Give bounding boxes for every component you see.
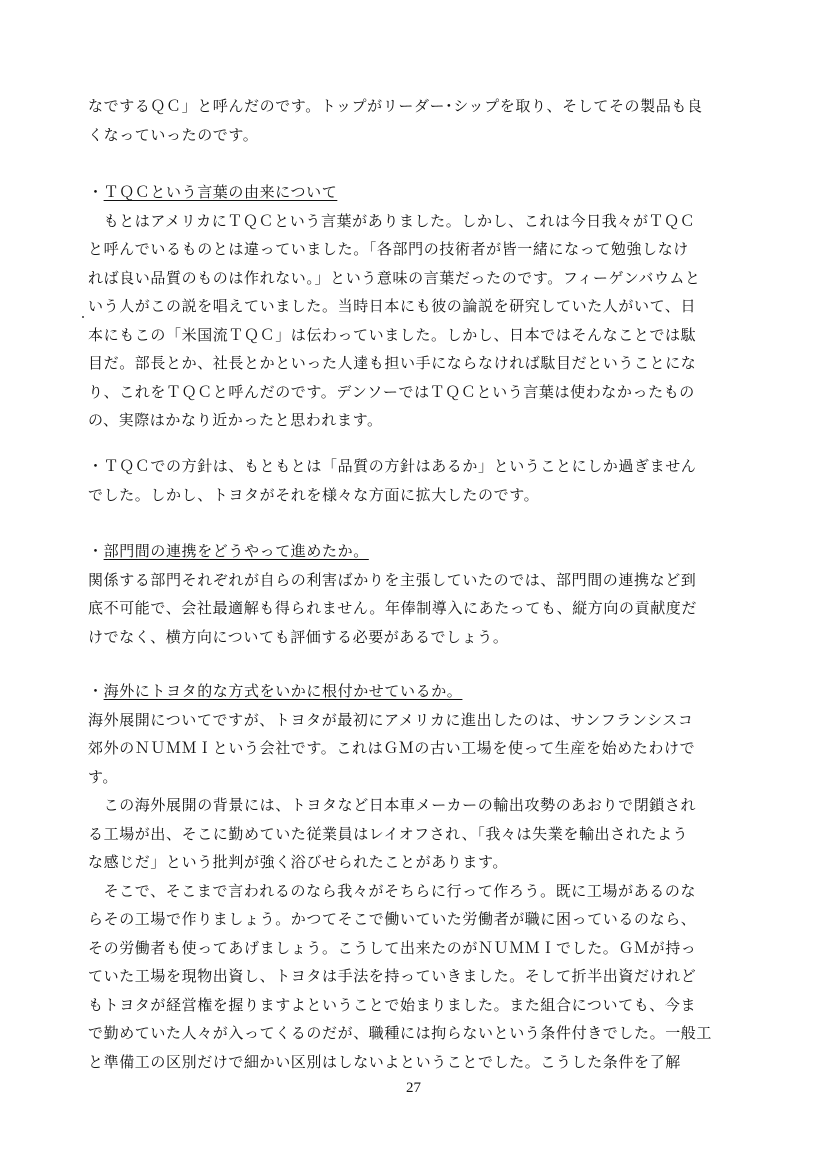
- intro-line: なでするＱＣ」と呼んだのです。トップがリーダー･シップを取り、そしてその製品も良: [88, 97, 703, 115]
- body-line: で勤めていた人々が入ってくるのだが、職種には拘らないという条件付きでした。一般工: [88, 1024, 713, 1042]
- body-line: 目だ。部長とか、社長とかといった人達も担い手にならなければ駄目だということにな: [88, 354, 697, 372]
- heading-text: ＴＱＣという言葉の由来について: [103, 183, 338, 201]
- section-heading: [88, 537, 748, 566]
- body-line: でした。しかし、トヨタがそれを様々な方面に拡大したのです。: [88, 485, 540, 504]
- body-line: そこで、そこまで言われるのなら我々がそちらに行って作ろう。既に工場があるのな: [88, 881, 697, 900]
- intro-line: くなっていったのです。: [88, 125, 259, 144]
- section-heading: [88, 178, 748, 207]
- body-line: れば良い品質のものは作れない。」という意味の言葉だったのです。フィーゲンバウムと: [88, 268, 701, 287]
- body-line: な感じだ」という批判が強く浴びせられたことがあります。: [88, 853, 509, 871]
- body-line: らその工場で作りましょう。かつてそこで働いていた労働者が職に困っているのなら、: [88, 910, 697, 928]
- body-line: この海外展開の背景には、トヨタなど日本車メーカーの輸出攻勢のあおりで閉鎖され: [88, 796, 697, 814]
- body-line: ていた工場を現物出資し、トヨタは手法を持っていきました。そして折半出資だけれど: [88, 967, 697, 985]
- heading-text: 海外にトヨタ的な方式をいかに根付かせているか。: [103, 682, 463, 700]
- heading-bullet: ・: [88, 183, 104, 201]
- body-line: の、実際はかなり近かったと思われます。: [88, 411, 383, 429]
- body-line: と呼んでいるものとは違っていました。「各部門の技術者が皆一緒になって勉強しなけ: [88, 240, 689, 258]
- section-tqc-policy: [88, 452, 748, 509]
- body-line: す。: [88, 767, 119, 786]
- section-department-cooperation: [88, 537, 748, 651]
- heading-bullet: ・: [88, 682, 104, 700]
- heading-bullet: ・: [88, 542, 104, 560]
- body-line: 海外展開についてですが、トヨタが最初にアメリカに進出したのは、サンフランシスコ: [88, 710, 694, 729]
- body-line: り、これをＴＱＣと呼んだのです。デンソーではＴＱＣという言葉は使わなかったもの: [88, 382, 695, 401]
- body-line: 郊外のＮＵＭＭＩという会社です。これはＧＭの古い工場を使って生産を始めたわけで: [88, 739, 696, 757]
- body-line: いう人がこの説を唱えていました。当時日本にも彼の論説を研究していた人がいて、日: [88, 297, 697, 315]
- body-line: けでなく、横方向についても評価する必要があるでしょう。: [88, 627, 509, 646]
- body-line: 本にもこの「米国流ＴＱＣ」は伝わっていました。しかし、日本ではそんなことでは駄: [88, 325, 697, 344]
- body-line: と準備工の区別だけで細かい区別はしないよということでした。こうした条件を了解: [88, 1052, 681, 1071]
- body-line: 底不可能で、会社最適解も得られません。年俸制導入にあたっても、縦方向の貢献度だ: [88, 599, 698, 617]
- section-tqc-origin: [88, 178, 748, 435]
- intro-paragraph: [88, 92, 748, 149]
- page-number: 27: [406, 1080, 421, 1096]
- body-line: もとはアメリカにＴＱＣという言葉がありました。しかし、これは今日我々がＴＱＣ: [88, 211, 696, 230]
- body-line: る工場が出、そこに勤めていた従業員はレイオフされ、「我々は失業を輸出されたよう: [88, 824, 689, 843]
- heading-text: 部門間の連携をどうやって進めたか。: [103, 542, 369, 560]
- body-line: ・ＴＱＣでの方針は、もともとは「品質の方針はあるか」ということにしか過ぎません: [88, 457, 697, 475]
- section-overseas: [88, 677, 748, 1076]
- body-line: もトヨタが経営権を握りますよということで始まりました。また組合についても、今ま: [88, 995, 697, 1014]
- body-line: その労働者も使ってあげましょう。こうして出来たのがＮＵＭＭＩでした。ＧＭが持っ: [88, 938, 697, 957]
- scan-speck: [82, 316, 84, 318]
- section-heading: [88, 677, 748, 706]
- body-line: 関係する部門それぞれが自らの利害ばかりを主張していたのでは、部門間の連携など到: [88, 570, 697, 589]
